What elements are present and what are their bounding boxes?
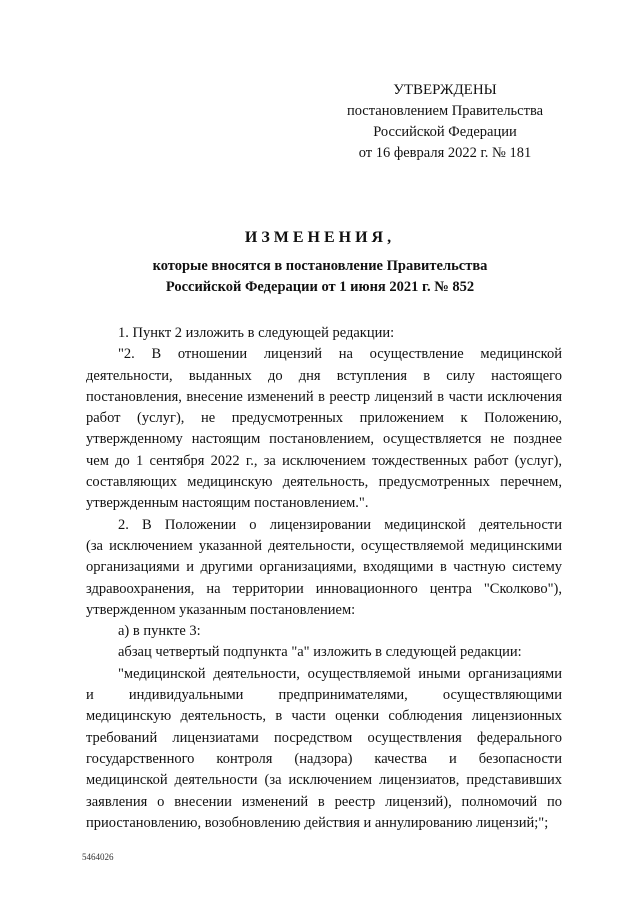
document-title: ИЗМЕНЕНИЯ, (244, 229, 396, 246)
text-line: работ (услуг), не предусмотренных приложением к Положению, (86, 410, 562, 427)
approval-title: УТВЕРЖДЕНЫ (393, 82, 497, 98)
text-line: "2. В отношении лицензий на осуществление медицинской (118, 346, 562, 363)
text-line: "медицинской деятельности, осуществляемой иными организациями (118, 665, 562, 682)
text-line: государственного контроля (надзора) качества и безопасности (86, 750, 562, 767)
document-heading (90, 226, 550, 298)
text-line: медицинской деятельности (за исключением лицензиатов, представивших (86, 772, 562, 789)
document-subtitle-line-1: которые вносятся в постановление Правительства (152, 258, 488, 274)
item-1-intro: 1. Пункт 2 изложить в следующей редакции: (118, 325, 395, 341)
item-2-a-quote (86, 664, 562, 834)
text-line: утвержденным настоящим постановлением.". (86, 495, 369, 512)
text-line: заявления о внесении изменений в реестр лицензий), полномочий по (86, 793, 562, 810)
approval-stamp (330, 80, 560, 164)
text-line: здравоохранения, на территории инновационного центра "Сколково"), (86, 580, 562, 597)
text-line: требований лицензиатами посредством осуществления федерального (86, 729, 562, 746)
text-line: утвержденному настоящим постановлением, осуществляется не позднее (86, 431, 562, 448)
item-1-quote (86, 344, 562, 514)
document-body (86, 323, 562, 834)
approval-line-2: Российской Федерации (373, 124, 517, 140)
document-subtitle (90, 256, 550, 298)
text-line: организациями и другими организациями, входящими в частную систему (86, 559, 562, 576)
text-line: утвержденном указанным постановлением: (86, 601, 356, 618)
text-line: составляющих медицинскую деятельность, предусмотренных перечнем, (86, 474, 562, 491)
text-line: постановления, внесение изменений в реестр лицензий в части исключения (86, 388, 562, 405)
text-line: (за исключением указанной деятельности, осуществляемой медицинскими (86, 537, 562, 554)
text-line: приостановлению, возобновлению действия и аннулированию лицензий;"; (86, 814, 549, 831)
item-2-a: а) в пункте 3: (118, 623, 201, 640)
document-subtitle-line-2: Российской Федерации от 1 июня 2021 г. № 852 (165, 279, 475, 295)
text-line: 2. В Положении о лицензировании медицинской деятельности (118, 516, 562, 533)
approval-line-1: постановлением Правительства (346, 103, 544, 119)
text-line: чем до 1 сентября 2022 г., за исключением тождественных работ (услуг), (86, 452, 562, 469)
document-code: 5464026 (82, 852, 114, 862)
approval-line-3: от 16 февраля 2022 г. № 181 (358, 145, 532, 161)
item-2-a-paragraph: абзац четвертый подпункта "а" изложить в следующей редакции: (118, 644, 522, 661)
text-line: деятельности, выданных до дня вступления в силу настоящего (86, 367, 562, 384)
text-line: медицинскую деятельность, в части оценки соблюдения лицензионных (86, 708, 562, 725)
item-2 (86, 515, 562, 621)
text-line: и индивидуальными предпринимателями, осуществляющими (86, 687, 562, 704)
